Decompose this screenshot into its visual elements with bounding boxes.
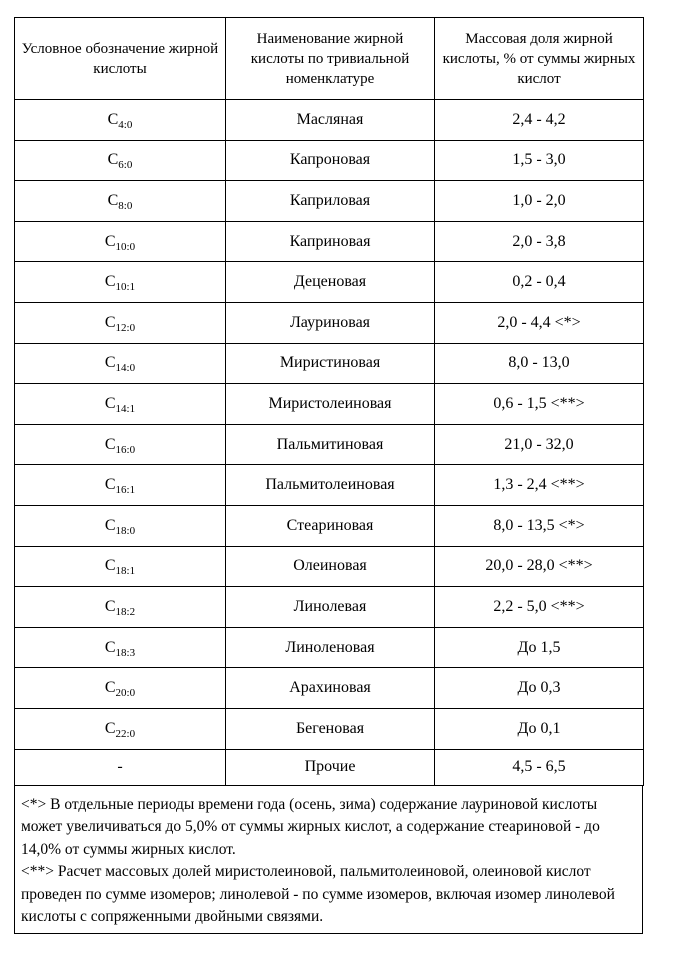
mass-fraction-cell: 21,0 - 32,0: [435, 424, 644, 465]
acid-name-cell: Деценовая: [226, 262, 435, 303]
header-acid-code: Условное обозначение жирной кислоты: [15, 18, 226, 100]
header-mass-fraction: Массовая доля жирной кислоты, % от суммы жирных кислот: [435, 18, 644, 100]
acid-name-cell: Лауриновая: [226, 302, 435, 343]
acid-code-base: C: [104, 516, 116, 534]
acid-code-subscript: 6:0: [118, 159, 133, 172]
acid-code-subscript: 18:3: [115, 646, 136, 659]
acid-code-cell: [15, 587, 226, 628]
acid-name-cell: Капроновая: [226, 140, 435, 181]
acid-code-subscript: 18:2: [115, 605, 136, 618]
table-header-row: [15, 18, 644, 100]
acid-code-base: C: [107, 110, 119, 128]
table-row: [15, 505, 644, 546]
table-row: [15, 181, 644, 222]
acid-code-cell: [15, 708, 226, 749]
acid-code-subscript: 14:0: [115, 362, 136, 375]
table-row: [15, 140, 644, 181]
footnotes: [14, 786, 643, 934]
acid-code-base: C: [104, 394, 116, 412]
acid-code-cell: [15, 262, 226, 303]
mass-fraction-cell: До 0,1: [435, 708, 644, 749]
mass-fraction-cell: 1,3 - 2,4 <**>: [435, 465, 644, 506]
acid-code-subscript: 16:0: [115, 443, 136, 456]
acid-code-base: C: [107, 191, 119, 209]
acid-code-cell: [15, 221, 226, 262]
table-row: [15, 100, 644, 141]
acid-code-cell: [15, 424, 226, 465]
mass-fraction-cell: 8,0 - 13,5 <*>: [435, 505, 644, 546]
mass-fraction-cell: 2,4 - 4,2: [435, 100, 644, 141]
acid-code-subscript: 8:0: [118, 199, 133, 212]
acid-name-cell: Пальмитиновая: [226, 424, 435, 465]
acid-code-subscript: 18:0: [115, 524, 136, 537]
table-row: [15, 221, 644, 262]
table-row: [15, 627, 644, 668]
acid-code-base: C: [104, 476, 116, 494]
mass-fraction-cell: 2,0 - 4,4 <*>: [435, 302, 644, 343]
table-row: [15, 546, 644, 587]
acid-code-subscript: 14:1: [115, 402, 136, 415]
acid-name-cell: Бегеновая: [226, 708, 435, 749]
mass-fraction-cell: 0,6 - 1,5 <**>: [435, 384, 644, 425]
acid-code-base: C: [104, 273, 116, 291]
mass-fraction-cell: До 0,3: [435, 668, 644, 709]
acid-name-cell: Прочие: [226, 749, 435, 785]
acid-code-subscript: 10:0: [115, 240, 136, 253]
acid-code-base: C: [107, 151, 119, 169]
acid-code-subscript: 20:0: [115, 687, 136, 700]
acid-name-cell: Пальмитолеиновая: [226, 465, 435, 506]
table-row: [15, 302, 644, 343]
acid-code-base: C: [104, 679, 116, 697]
acid-code-cell: [15, 465, 226, 506]
table-row: [15, 668, 644, 709]
table-row: [15, 749, 644, 785]
fatty-acid-table: [14, 17, 644, 786]
mass-fraction-cell: 8,0 - 13,0: [435, 343, 644, 384]
table-row: [15, 465, 644, 506]
acid-code-cell: [15, 505, 226, 546]
mass-fraction-cell: 1,5 - 3,0: [435, 140, 644, 181]
table-row: [15, 343, 644, 384]
acid-name-cell: Арахиновая: [226, 668, 435, 709]
acid-name-cell: Стеариновая: [226, 505, 435, 546]
acid-code-base: C: [104, 597, 116, 615]
acid-code-cell: [15, 749, 226, 785]
acid-code-base: C: [104, 719, 116, 737]
acid-code-cell: [15, 546, 226, 587]
acid-name-cell: Миристолеиновая: [226, 384, 435, 425]
acid-code-base: C: [104, 557, 116, 575]
acid-code-base: C: [104, 313, 116, 331]
acid-code-base: C: [104, 638, 116, 656]
mass-fraction-cell: 20,0 - 28,0 <**>: [435, 546, 644, 587]
mass-fraction-cell: 2,0 - 3,8: [435, 221, 644, 262]
footnote-2: <**> Расчет массовых долей миристолеиновой, пальмитолеиновой, олеиновой кислот проведен по сумме изомеров; линолевой - по сумме изомеров, включая изомер линолевой кислоты с сопряженными двойными связями.: [21, 863, 615, 925]
mass-fraction-cell: До 1,5: [435, 627, 644, 668]
acid-code-base: -: [117, 758, 123, 775]
acid-name-cell: Олеиновая: [226, 546, 435, 587]
mass-fraction-cell: 2,2 - 5,0 <**>: [435, 587, 644, 628]
mass-fraction-cell: 0,2 - 0,4: [435, 262, 644, 303]
table-row: [15, 262, 644, 303]
acid-name-cell: Каприновая: [226, 221, 435, 262]
acid-code-cell: [15, 100, 226, 141]
acid-code-cell: [15, 140, 226, 181]
acid-code-subscript: 18:1: [115, 565, 136, 578]
footnote-1: <*> В отдельные периоды времени года (осень, зима) содержание лауриновой кислоты может увеличиваться до 5,0% от суммы жирных кислот, а содержание стеариновой - до 14,0% от суммы жирных кислот.: [21, 795, 600, 858]
acid-code-cell: [15, 668, 226, 709]
acid-name-cell: Каприловая: [226, 181, 435, 222]
table-row: [15, 424, 644, 465]
acid-code-subscript: 10:1: [115, 281, 136, 294]
header-acid-name: Наименование жирной кислоты по тривиальной номенклатуре: [226, 18, 435, 100]
acid-code-base: C: [104, 354, 116, 372]
acid-code-base: C: [104, 232, 116, 250]
mass-fraction-cell: 1,0 - 2,0: [435, 181, 644, 222]
acid-code-cell: [15, 181, 226, 222]
table-body: [15, 100, 644, 786]
fatty-acid-document: [14, 17, 643, 934]
table-row: [15, 708, 644, 749]
acid-code-cell: [15, 384, 226, 425]
table-row: [15, 384, 644, 425]
acid-code-subscript: 22:0: [115, 727, 136, 740]
acid-name-cell: Масляная: [226, 100, 435, 141]
acid-code-subscript: 12:0: [115, 321, 136, 334]
acid-code-cell: [15, 627, 226, 668]
mass-fraction-cell: 4,5 - 6,5: [435, 749, 644, 785]
acid-code-cell: [15, 302, 226, 343]
acid-code-subscript: 4:0: [118, 118, 133, 131]
acid-code-subscript: 16:1: [115, 484, 136, 497]
acid-code-base: C: [104, 435, 116, 453]
acid-code-cell: [15, 343, 226, 384]
acid-name-cell: Миристиновая: [226, 343, 435, 384]
table-row: [15, 587, 644, 628]
acid-name-cell: Линолевая: [226, 587, 435, 628]
acid-name-cell: Линоленовая: [226, 627, 435, 668]
